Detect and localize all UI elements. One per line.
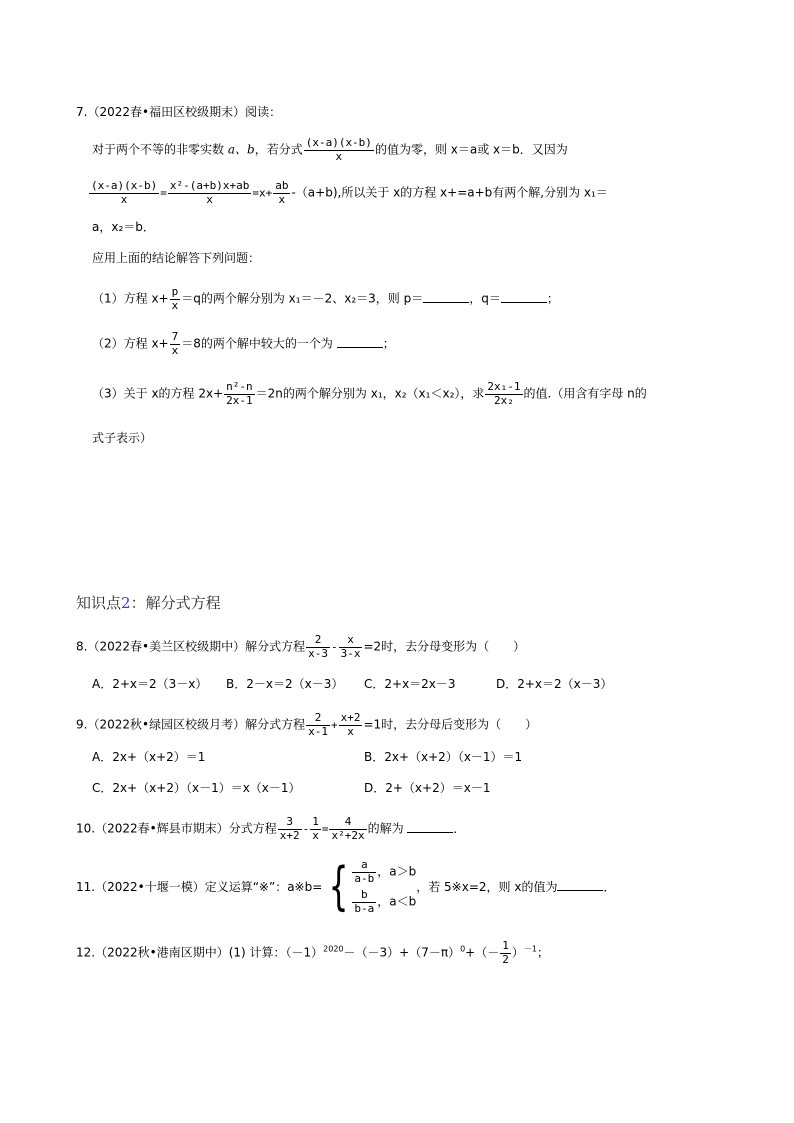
q9-option-a[interactable]: A．2x+（x+2）＝1 [92,750,206,764]
q11-cases: $\frac{a}{a-b}$ ，a＞b $\frac{b}{b-a}$ ，a＜b [354,858,417,915]
q9-option-c[interactable]: C．2x+（x+2）（x－1）＝x（x－1） [92,781,301,795]
q9-option-b[interactable]: B．2x+（x+2）（x－1）＝1 [364,750,523,764]
q12-question: 12.（2022秋•港南区期中）(1) 计算：$(-1)^{2020}-(-3)+(7-\pi)^0+(-$ $\frac{1}{2}$ ）$^{-1}$； [76,939,549,966]
q10-question: 10.（2022春•辉县市期末）分式方程 $\frac{3}{x+2}$ - $\frac{1}{x}$ = $\frac{4}{\text{x²+2x}}$ 的解为 ． [76,815,466,842]
q9-question: 9.（2022秋•绿园区校级月考）解分式方程 $\frac{2}{x-1}$ + $\frac{x+2}{x}$ =1时，去分母后变形为（ ） [76,711,538,738]
q7-part3: （3）关于 x的方程 2x+ $\frac{\text{n²-n}}{2x-1}$ ＝2n的两个解分别为 x₁，x₂（x₁＜x₂），求 $\frac{\text{2x₁-1}}{\text{2x₂}}$ 的值.（用含有字母 n的 [92,380,647,407]
answer-blank-larger-root[interactable] [337,336,383,348]
answer-blank-q10[interactable] [407,821,453,833]
q8-option-a[interactable]: A．2+x＝2（3－x） [92,677,208,691]
q8-question: 8.（2022春•美兰区校级期中）解分式方程 $\frac{2}{x-3}$ - $\frac{x}{3-x}$ =2时，去分母变形为（ ） [76,633,526,660]
q7-header: 7.（2022春•福田区校级期末）阅读： [76,105,282,119]
q7-equation-line: $\frac{(x-a)(x-b)}{x}$ = $\frac{\text{x²-(a+b)x+ab}}{x}$ =x+ $\frac{ab}{x}$ -（a+b),所以关于 x的方程 x+=a+b有两个解,分别为 x₁＝ [91,179,608,206]
answer-blank-q[interactable] [501,291,547,303]
q7-intro-line: 对于两个不等的非零实数 a、b，若分式 $\frac{(x-a)(x-b)}{x}$ 的值为零，则 x＝a或 x＝b．又因为 [92,136,568,163]
q7-result-line: a，x₂＝b． [92,220,155,234]
left-brace-icon: { [328,857,349,918]
answer-blank-p[interactable] [423,291,469,303]
q7-part2: （2）方程 x+ $\frac{7}{x}$ ＝8的两个解中较大的一个为 ； [92,330,395,357]
answer-blank-q11[interactable] [557,879,603,891]
q8-option-c[interactable]: C．2+x＝2x－3 [364,677,456,691]
q7-instruction: 应用上面的结论解答下列问题： [92,251,261,265]
q8-option-d[interactable]: D．2+x＝2（x－3） [496,677,613,691]
section-heading: 知识点2：解分式方程 [76,594,221,612]
q7-part3-cont: 式子表示） [92,431,153,445]
q7-fraction: $\frac{(x-a)(x-b)}{x}$ [305,136,372,163]
q7-part1: （1）方程 x+ $\frac{p}{x}$ ＝q的两个解分别为 x₁＝－2、x₂＝3，则 p＝ ，q＝ ； [92,285,559,312]
q9-option-d[interactable]: D．2+（x+2）＝x－1 [364,781,491,795]
q11-question: 11.（2022•十堰一模）定义运算“※”：a※b= { $\frac{a}{a-b}$ ，a＞b $\frac{b}{b-a}$ ，a＜b ，若 5※x=2，则 x的值为 ． [76,855,615,920]
q8-option-b[interactable]: B．2－x＝2（x－3） [226,677,344,691]
